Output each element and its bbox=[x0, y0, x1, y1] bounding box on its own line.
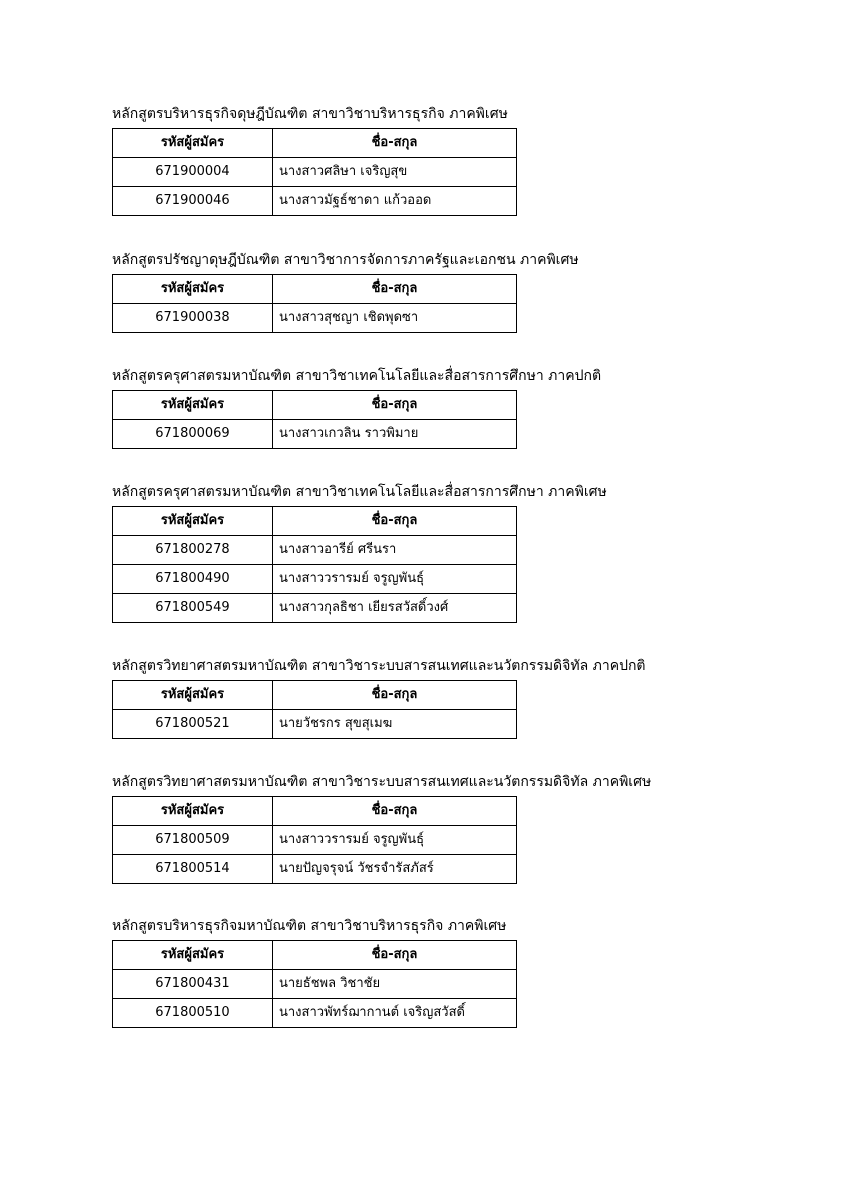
applicant-table bbox=[112, 680, 517, 739]
table-row bbox=[113, 304, 517, 333]
applicant-id: 671800490 bbox=[113, 565, 273, 594]
applicant-name: นายธัชพล วิชาชัย bbox=[273, 970, 517, 999]
column-header-name: ชื่อ-สกุล bbox=[273, 681, 517, 710]
program-title: หลักสูตรครุศาสตรมหาบัณฑิต สาขาวิชาเทคโนโลยีและสื่อสารการศึกษา ภาคพิเศษ bbox=[112, 484, 607, 500]
program-title: หลักสูตรวิทยาศาสตรมหาบัณฑิต สาขาวิชาระบบสารสนเทศและนวัตกรรมดิจิทัล ภาคปกติ bbox=[112, 658, 646, 674]
program-section bbox=[112, 104, 672, 216]
applicant-name: นางสาวพัทร์ฌากานต์ เจริญสวัสดิ์ bbox=[273, 999, 517, 1028]
applicant-id: 671800509 bbox=[113, 826, 273, 855]
column-header-id: รหัสผู้สมัคร bbox=[113, 129, 273, 158]
table-row bbox=[113, 970, 517, 999]
applicant-name: นางสาววรารมย์ จรูญพันธุ์ bbox=[273, 565, 517, 594]
program-section bbox=[112, 250, 672, 333]
table-row bbox=[113, 594, 517, 623]
applicant-id: 671800278 bbox=[113, 536, 273, 565]
table-row bbox=[113, 187, 517, 216]
column-header-id: รหัสผู้สมัคร bbox=[113, 797, 273, 826]
table-row bbox=[113, 710, 517, 739]
applicant-id: 671800514 bbox=[113, 855, 273, 884]
applicant-table bbox=[112, 390, 517, 449]
column-header-id: รหัสผู้สมัคร bbox=[113, 681, 273, 710]
applicant-id: 671800069 bbox=[113, 420, 273, 449]
column-header-name: ชื่อ-สกุล bbox=[273, 129, 517, 158]
table-row bbox=[113, 855, 517, 884]
applicant-id: 671900004 bbox=[113, 158, 273, 187]
table-row bbox=[113, 420, 517, 449]
applicant-id: 671800549 bbox=[113, 594, 273, 623]
column-header-name: ชื่อ-สกุล bbox=[273, 507, 517, 536]
applicant-name: นายปัญจรุจน์ วัชรจำรัสภัสร์ bbox=[273, 855, 517, 884]
applicant-name: นางสาวสุชญา เชิดพุดซา bbox=[273, 304, 517, 333]
program-section bbox=[112, 772, 672, 884]
table-header-row bbox=[113, 681, 517, 710]
column-header-name: ชื่อ-สกุล bbox=[273, 941, 517, 970]
column-header-id: รหัสผู้สมัคร bbox=[113, 507, 273, 536]
applicant-id: 671800431 bbox=[113, 970, 273, 999]
program-title: หลักสูตรวิทยาศาสตรมหาบัณฑิต สาขาวิชาระบบสารสนเทศและนวัตกรรมดิจิทัล ภาคพิเศษ bbox=[112, 774, 652, 790]
program-section bbox=[112, 656, 672, 739]
applicant-table bbox=[112, 274, 517, 333]
table-header-row bbox=[113, 941, 517, 970]
applicant-name: นางสาววรารมย์ จรูญพันธุ์ bbox=[273, 826, 517, 855]
applicant-name: นางสาวศลิษา เจริญสุข bbox=[273, 158, 517, 187]
table-header-row bbox=[113, 507, 517, 536]
applicant-id: 671800510 bbox=[113, 999, 273, 1028]
program-section bbox=[112, 916, 672, 1028]
column-header-id: รหัสผู้สมัคร bbox=[113, 391, 273, 420]
table-header-row bbox=[113, 129, 517, 158]
applicant-table bbox=[112, 796, 517, 884]
table-header-row bbox=[113, 797, 517, 826]
applicant-name: นางสาวเกวลิน ราวพิมาย bbox=[273, 420, 517, 449]
column-header-id: รหัสผู้สมัคร bbox=[113, 275, 273, 304]
column-header-name: ชื่อ-สกุล bbox=[273, 797, 517, 826]
applicant-id: 671900038 bbox=[113, 304, 273, 333]
applicant-name: นางสาวมัฐธ์ชาดา แก้วออด bbox=[273, 187, 517, 216]
table-header-row bbox=[113, 391, 517, 420]
table-row bbox=[113, 826, 517, 855]
table-header-row bbox=[113, 275, 517, 304]
column-header-id: รหัสผู้สมัคร bbox=[113, 941, 273, 970]
program-title: หลักสูตรปรัชญาดุษฎีบัณฑิต สาขาวิชาการจัดการภาครัฐและเอกชน ภาคพิเศษ bbox=[112, 252, 579, 268]
column-header-name: ชื่อ-สกุล bbox=[273, 275, 517, 304]
applicant-name: นายวัชรกร สุขสุเมฆ bbox=[273, 710, 517, 739]
applicant-table bbox=[112, 128, 517, 216]
table-row bbox=[113, 536, 517, 565]
table-row bbox=[113, 158, 517, 187]
program-title: หลักสูตรบริหารธุรกิจมหาบัณฑิต สาขาวิชาบริหารธุรกิจ ภาคพิเศษ bbox=[112, 918, 507, 934]
applicant-id: 671900046 bbox=[113, 187, 273, 216]
table-row bbox=[113, 999, 517, 1028]
program-section bbox=[112, 366, 672, 449]
program-section bbox=[112, 482, 672, 623]
column-header-name: ชื่อ-สกุล bbox=[273, 391, 517, 420]
program-title: หลักสูตรครุศาสตรมหาบัณฑิต สาขาวิชาเทคโนโลยีและสื่อสารการศึกษา ภาคปกติ bbox=[112, 368, 602, 384]
applicant-id: 671800521 bbox=[113, 710, 273, 739]
applicant-name: นางสาวกุลธิชา เยียรสวัสดิ์วงศ์ bbox=[273, 594, 517, 623]
applicant-table bbox=[112, 506, 517, 623]
applicant-table bbox=[112, 940, 517, 1028]
table-row bbox=[113, 565, 517, 594]
program-title: หลักสูตรบริหารธุรกิจดุษฎีบัณฑิต สาขาวิชาบริหารธุรกิจ ภาคพิเศษ bbox=[112, 106, 508, 122]
applicant-name: นางสาวอารีย์ ศรีนรา bbox=[273, 536, 517, 565]
